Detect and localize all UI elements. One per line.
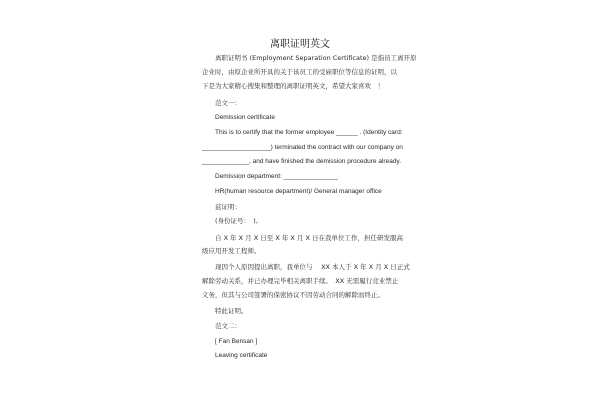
cn-cert-para1-line-2: 级应用开发工程师。 xyxy=(202,247,261,255)
sample1-hr-office: HR(human resource department)/ General manager office xyxy=(215,188,382,195)
cn-cert-id: (身份证号： ), xyxy=(215,217,258,225)
sample1-body-line-3: _____________, and have finished the demission procedure already. xyxy=(202,158,401,165)
cn-cert-para2-line-3: 义务，但其与公司签署的保密协议不因劳动合同的解除而终止。 xyxy=(202,291,384,299)
sample1-body-line-2: ___________________) terminated the contract with our company on xyxy=(202,144,403,151)
sample1-body-line-1: This is to certify that the former employee ______ . (Identity card: xyxy=(215,129,403,136)
sample2-name: [ Fan Bensan ] xyxy=(215,338,258,345)
sample2-heading: 范文二： xyxy=(215,322,241,330)
cn-cert-para2-line-2: 解除劳动关系，并已办理完毕相关离职手续。 XX 无需履行竞业禁止 xyxy=(202,277,399,285)
cn-cert-para1-line-1: 自 X 年 X 月 X 日至 X 年 X 月 X 日在我单位工作，担任研发服高 xyxy=(215,234,404,242)
intro-line-1: 离职证明书 (Employment Separation Certificate) 是指员工离开原 xyxy=(215,54,417,62)
cn-cert-para2-line-1: 现因个人原因提出离职，我单位与 XX 本人于 X 年 X 月 X 日正式 xyxy=(215,263,410,271)
sample1-department: Demission department: _______________ xyxy=(215,173,338,180)
document-title: 离职证明英文 xyxy=(270,39,330,50)
intro-line-2: 企业时，由原企业所开具的关于该员工的受雇职位等信息的证明，以 xyxy=(202,68,397,76)
cn-cert-heading: 兹证明： xyxy=(215,203,241,211)
sample1-heading: 范文一： xyxy=(215,99,241,107)
cn-cert-closing: 特此证明。 xyxy=(215,307,248,315)
sample1-cert-title: Demission certificate xyxy=(215,114,275,121)
sample2-cert-title: Leaving certificate xyxy=(215,352,268,359)
intro-line-3: 下是为大家精心搜集和整理的离职证明英文，希望大家喜欢 ！ xyxy=(202,82,384,90)
